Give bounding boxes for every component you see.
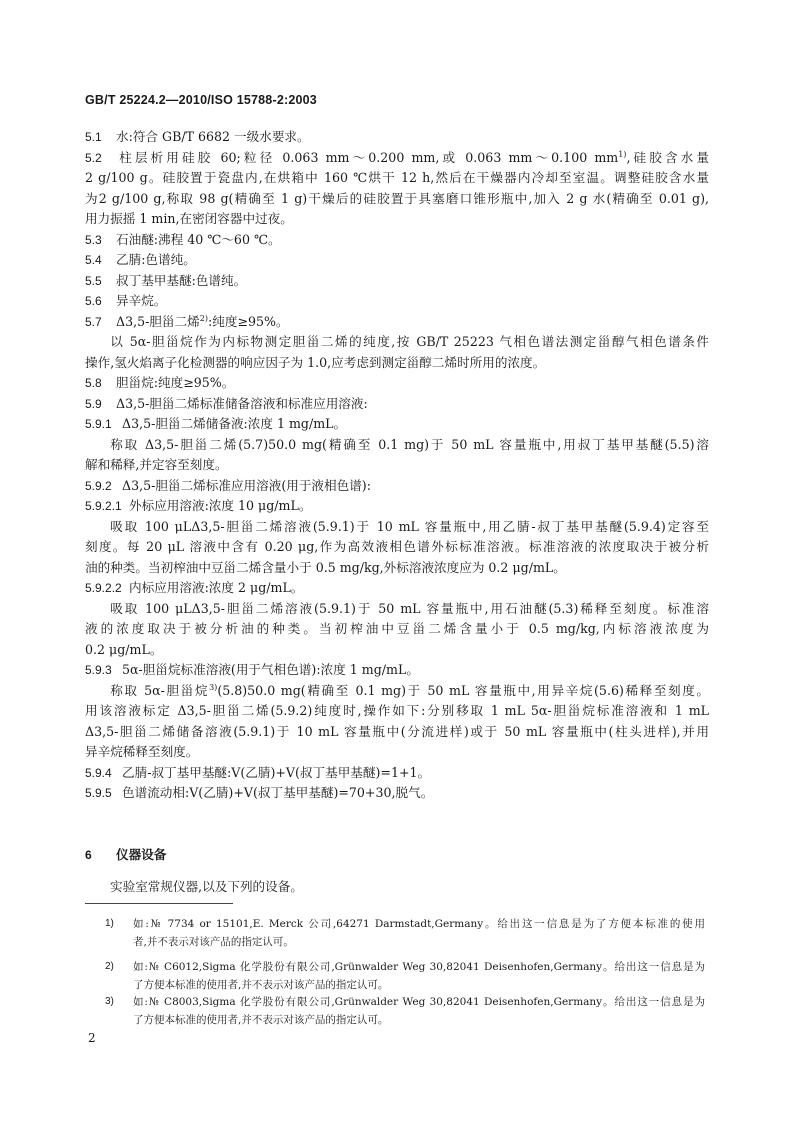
item-5-9-2: 5.9.2 Δ3,5-胆甾二烯标准应用溶液(用于液相色谱):: [85, 477, 371, 493]
item-5-6: 5.6 异辛烷。: [85, 293, 167, 308]
item-5-2-cont: 为2 g/100 g,称取 98 g(精确至 1 g)干燥后的硅胶置于具塞磨口锥形瓶中,加入 2 g 水(精确至 0.01 g),: [85, 190, 709, 206]
item-5-9: 5.9 Δ3,5-胆甾二烯标准储备溶液和标准应用溶液:: [85, 395, 368, 411]
item-5-2-cont: 2 g/100 g。硅胶置于瓷盘内,在烘箱中 160 ℃烘干 12 h,然后在干燥器内冷却至室温。调整硅胶含水量: [85, 170, 709, 185]
item-5-9-5: 5.9.5 色谱流动相:V(乙腈)+V(叔丁基甲基醚)=70+30,脱气。: [85, 785, 434, 800]
item-5-9-3-para: Δ3,5-胆甾二烯储备溶液(5.9.1)于 10 mL 容量瓶中(分流进样)或于 50 mL 容量瓶中(柱头进样),并用: [85, 723, 709, 739]
item-5-9-3-para: 异辛烷稀释至刻度。: [85, 744, 199, 759]
item-5-9-2-2-para: 吸取 100 μLΔ3,5-胆甾二烯溶液(5.9.1)于 50 mL 容量瓶中,用石油醚(5.3)稀释至刻度。标准溶: [110, 600, 709, 616]
item-5-9-2-2-para: 0.2 μg/mL。: [85, 641, 163, 657]
item-5-1: 5.1 水:符合 GB/T 6682 一级水要求。: [85, 129, 310, 144]
footnote-ref-2: 2): [199, 313, 208, 323]
item-5-2: 5.2 柱层析用硅胶 60;粒径 0.063 mm～0.200 mm,或 0.063 mm～0.100 $mm^{1)}$,硅胶含水量: [85, 149, 709, 165]
item-5-9-1: 5.9.1 Δ3,5-胆甾二烯储备液:浓度 1 mg/mL。: [85, 416, 347, 431]
item-5-9-2-1: 5.9.2.1 外标应用溶液:浓度 10 μg/mL。: [85, 498, 312, 513]
item-5-9-1-para: 称取 Δ3,5-胆甾二烯(5.7)50.0 mg(精确至 0.1 mg)于 50 mL 容量瓶中,用叔丁基甲基醚(5.5)溶: [110, 436, 709, 452]
section-6-text: 实验室常规仪器,以及下列的设备。: [110, 879, 303, 894]
footnote-divider: [85, 903, 233, 904]
item-5-9-2-1-para: 刻度。每 20 μL 溶液中含有 0.20 μg,作为高效液相色谱外标标准溶液。标准溶液的浓度取决于被分析: [85, 539, 709, 554]
item-5-4: 5.4 乙腈:色谱纯。: [85, 252, 196, 267]
item-5-5: 5.5 叔丁基甲基醚:色谱纯。: [85, 272, 247, 288]
document-body: [85, 127, 709, 804]
item-5-9-2-1-para: 油的种类。当初榨油中豆甾二烯含量小于 0.5 mg/kg,外标溶液浓度应为 0.2 μg/mL。: [85, 559, 566, 575]
standard-header: GB/T 25224.2—2010/ISO 15788-2:2003: [85, 93, 317, 107]
item-5-9-2-2-para: 液的浓度取决于被分析油的种类。当初榨油中豆甾二烯含量小于 0.5 mg/kg,内标溶液浓度为: [85, 621, 709, 636]
item-5-8: 5.8 胆甾烷:纯度≥95%。: [85, 375, 235, 390]
item-5-2-cont: 用力振摇 1 min,在密闭容器中过夜。: [85, 211, 293, 226]
item-5-7: 5.7 Δ3,5-胆甾二烯$^{2)}$:纯度≥95%。: [85, 313, 289, 329]
footnote-ref-1: 1): [618, 149, 627, 159]
item-5-7-para: 以 5α-胆甾烷作为内标物测定胆甾二烯的纯度,按 GB/T 25223 气相色谱法测定甾醇气相色谱条件: [110, 334, 709, 349]
item-5-9-3-para: 称取 5α-胆甾烷$^{3)}$(5.8)50.0 mg(精确至 0.1 mg)于 50 mL 容量瓶中,用异辛烷(5.6)稀释至刻度。: [110, 682, 709, 698]
footnote-2: 2) 如:№ C6012,Sigma 化学股份有限公司,Grünwalder Weg 30,82041 Deisenhofen,Germany。给出这一信息是为 了方便本标准的使用者,并不表示对该产品的指定认可。: [105, 961, 705, 991]
section-6-heading: 6 仪器设备: [85, 848, 167, 862]
page-number: 2: [88, 1031, 96, 1045]
footnote-ref-3: 3): [209, 682, 218, 692]
footnote-3: 3) 如:№ C8003,Sigma 化学股份有限公司,Grünwalder Weg 30,82041 Deisenhofen,Germany。给出这一信息是为 了方便本标准的使用者,并不表示对该产品的指定认可。: [105, 996, 705, 1026]
item-5-9-3-para: 用该溶液标定 Δ3,5-胆甾二烯(5.9.2)纯度时,操作如下:分别移取 1 mL 5α-胆甾烷标准溶液和 1 mL: [85, 703, 709, 718]
item-5-7-para: 操作,氢火焰离子化检测器的响应因子为 1.0,应考虑到测定甾醇二烯时所用的浓度。: [85, 354, 546, 370]
item-5-9-2-2: 5.9.2.2 内标应用溶液:浓度 2 μg/mL。: [85, 580, 304, 595]
item-5-9-3: 5.9.3 5α-胆甾烷标准溶液(用于气相色谱):浓度 1 mg/mL。: [85, 662, 419, 677]
footnote-1: 1) 如:№ 7734 or 15101,E. Merck 公司,64271 Darmstadt,Germany。给出这一信息是为了方便本标准的使用 者,并不表示对该产品的指定认可。: [105, 918, 705, 948]
item-5-9-2-1-para: 吸取 100 μLΔ3,5-胆甾二烯溶液(5.9.1)于 10 mL 容量瓶中,用乙腈-叔丁基甲基醚(5.9.4)定容至: [110, 518, 709, 534]
item-5-9-4: 5.9.4 乙腈-叔丁基甲基醚:V(乙腈)+V(叔丁基甲基醚)=1+1。: [85, 764, 431, 780]
item-5-3: 5.3 石油醚:沸程 40 ℃～60 ℃。: [85, 231, 281, 247]
item-5-9-1-para: 解和稀释,并定容至刻度。: [85, 457, 228, 472]
